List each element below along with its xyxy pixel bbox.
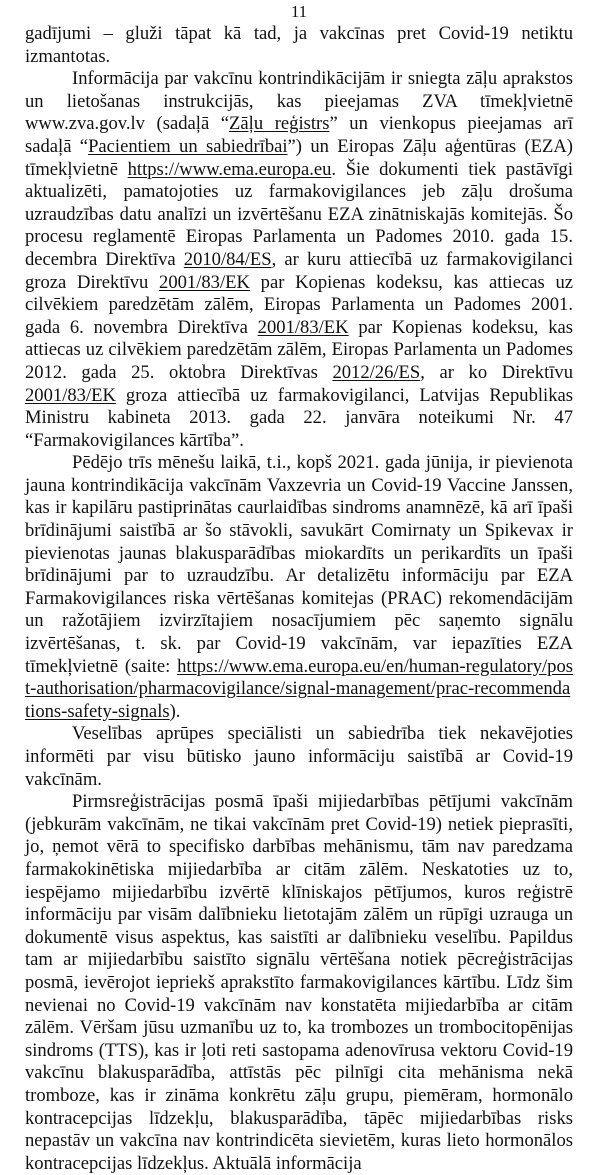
- document-body: [25, 23, 573, 1175]
- document-link[interactable]: 2012/26/ES: [332, 361, 421, 383]
- paragraph-text: Informācija par vakcīnu kontrindikācijām ir sniegta zāļu aprakstos un lietošanas instrukcijās, kas pieejamas ZVA tīmekļvietnē www.zva.gov.lv (sadaļā “: [25, 68, 573, 135]
- paragraph-text: . Šie dokumenti tiek pastāvīgi aktualizēti, pamatojoties uz farmakovigilances jeb zāļu drošuma uzraudzības datu analīzi un izvērtēšanu EZA zinātniskajās komitejās. Šo procesu reglamentē Eiropas Parlamenta un Padomes 2010. gada 15. decembra Direktīva: [25, 158, 574, 270]
- document-link[interactable]: 2010/84/ES: [183, 248, 272, 270]
- paragraph-text: Pirmsreģistrācijas posmā īpaši mijiedarbības pētījumi vakcīnām (jebkurām vakcīnām, ne tikai vakcīnām pret Covid-19) netiek pieprasīti, jo, ņemot vērā to specifisko darbības mehānismu, tām nav paredzama farmakokinētiska mijiedarbība ar citām zālēm. Neskatoties uz to, iespējamo mijiedarbību izvērtē klīniskajos pētījumos, kuros reģistrē informāciju par visām dalībnieku lietotajām zālēm un rūpīgi uzrauga un dokumentē visus aspektus, kas saistīti ar dalībnieku veselību. Papildus tam ar mijiedarbību saistīto signālu vērtēšana notiek pēcreģistrācijas posmā, ievērojot iepriekš aprakstīto farmakovigilances kārtību. Līdz šim nevienai no Covid-19 vakcīnām nav konstatēta mijiedarbība ar citām zālēm. Vēršam jūsu uzmanību uz to, ka trombozes un trombocitopēnijas sindroms (TTS), kas ir ļoti reti sastopama adenovīrusa vektoru Covid-19 vakcīnu blakusparādība, attīstās pēc pilnīgi cita mehānisma nekā tromboze, kas ir zināma konkrētu zāļu grupu, piemēram, hormonālo kontracepcijas līdzekļu, blakusparādība, tāpēc mijiedarbības risks nepastāv un vakcīna nav kontrindicēta sievietēm, kuras lieto hormonālos kontracepcijas līdzekļus. Aktuālā informācija: [25, 791, 573, 1174]
- document-link[interactable]: https://www.ema.europa.eu/en/human-regulatory/post-authorisation/pharmacovigilance/signal-management/prac-recommendations-safety-signals: [25, 655, 573, 722]
- paragraph-text: gadījumi – gluži tāpat kā tad, ja vakcīnas pret Covid-19 netiktu izmantotas.: [25, 23, 573, 67]
- paragraph: [25, 452, 573, 723]
- document-link[interactable]: 2001/83/EK: [25, 384, 116, 406]
- page-number: 11: [290, 2, 308, 21]
- paragraph-text: ” un vienkopus pieejamas arī sadaļā “: [25, 113, 574, 157]
- document-link[interactable]: Zāļu reģistrs: [229, 113, 330, 135]
- document-link[interactable]: 2001/83/EK: [159, 271, 250, 293]
- paragraph-text: ).: [169, 700, 181, 722]
- paragraph: [25, 23, 573, 68]
- paragraph-text: ”) un Eiropas Zāļu aģentūras (EZA) tīmekļvietnē: [25, 135, 573, 180]
- paragraph-text: par Kopienas kodeksu, kas attiecas uz cilvēkiem paredzētām zālēm, Eiropas Parlamenta un Padomes 2012. gada 25. oktobra Direktīvas: [25, 316, 574, 383]
- document-link[interactable]: Pacientiem un sabiedrībai: [88, 135, 288, 157]
- paragraph-text: , ar kuru attiecībā uz farmakovigilanci groza Direktīvu: [25, 248, 573, 293]
- document-link[interactable]: 2001/83/EK: [257, 316, 349, 338]
- document-page: [25, 0, 573, 1175]
- paragraph-text: Pēdējo trīs mēnešu laikā, t.i., kopš 2021. gada jūnija, ir pievienota jauna kontrindikācija vakcīnām Vaxzevria un Covid-19 Vaccine Janssen, kas ir kapilāru pastiprinātas caurlaidības sindroms anamnēzē, kā arī īpaši brīdinājumi saistībā ar šo stāvokli, savukārt Comirnaty un Spikevax ir pievienotas jaunas blakusparādības miokardīts un perikardīts un īpaši brīdinājumi par to uzraudzību. Ar detalizētu informāciju par EZA Farmakovigilances riska vērtēšanas komitejas (PRAC) rekomendācijām un ražotājiem izvirzītajiem nosacījumiem pēc saņemto signālu izvērtēšanas, t. sk. par Covid-19 vakcīnām, var iepazīties EZA tīmekļvietnē (saite:: [25, 452, 573, 677]
- paragraph: [25, 791, 573, 1175]
- paragraph-text: , ar ko Direktīvu: [420, 361, 573, 383]
- document-link[interactable]: https://www.ema.europa.eu: [127, 158, 332, 180]
- paragraph: [25, 68, 573, 452]
- paragraph: [25, 723, 573, 791]
- paragraph-text: par Kopienas kodeksu, kas attiecas uz cilvēkiem paredzētām zālēm, Eiropas Parlamenta un Padomes 2001. gada 6. novembra Direktīva: [25, 271, 574, 338]
- paragraph-text: Veselības aprūpes speciālisti un sabiedrība tiek nekavējoties informēti par visu būtisko jauno informāciju saistībā ar Covid-19 vakcīnām.: [25, 723, 573, 790]
- paragraph-text: groza attiecībā uz farmakovigilanci, Latvijas Republikas Ministru kabineta 2013. gada 22. janvāra noteikumi Nr. 47 “Farmakovigilances kārtība”.: [25, 384, 573, 451]
